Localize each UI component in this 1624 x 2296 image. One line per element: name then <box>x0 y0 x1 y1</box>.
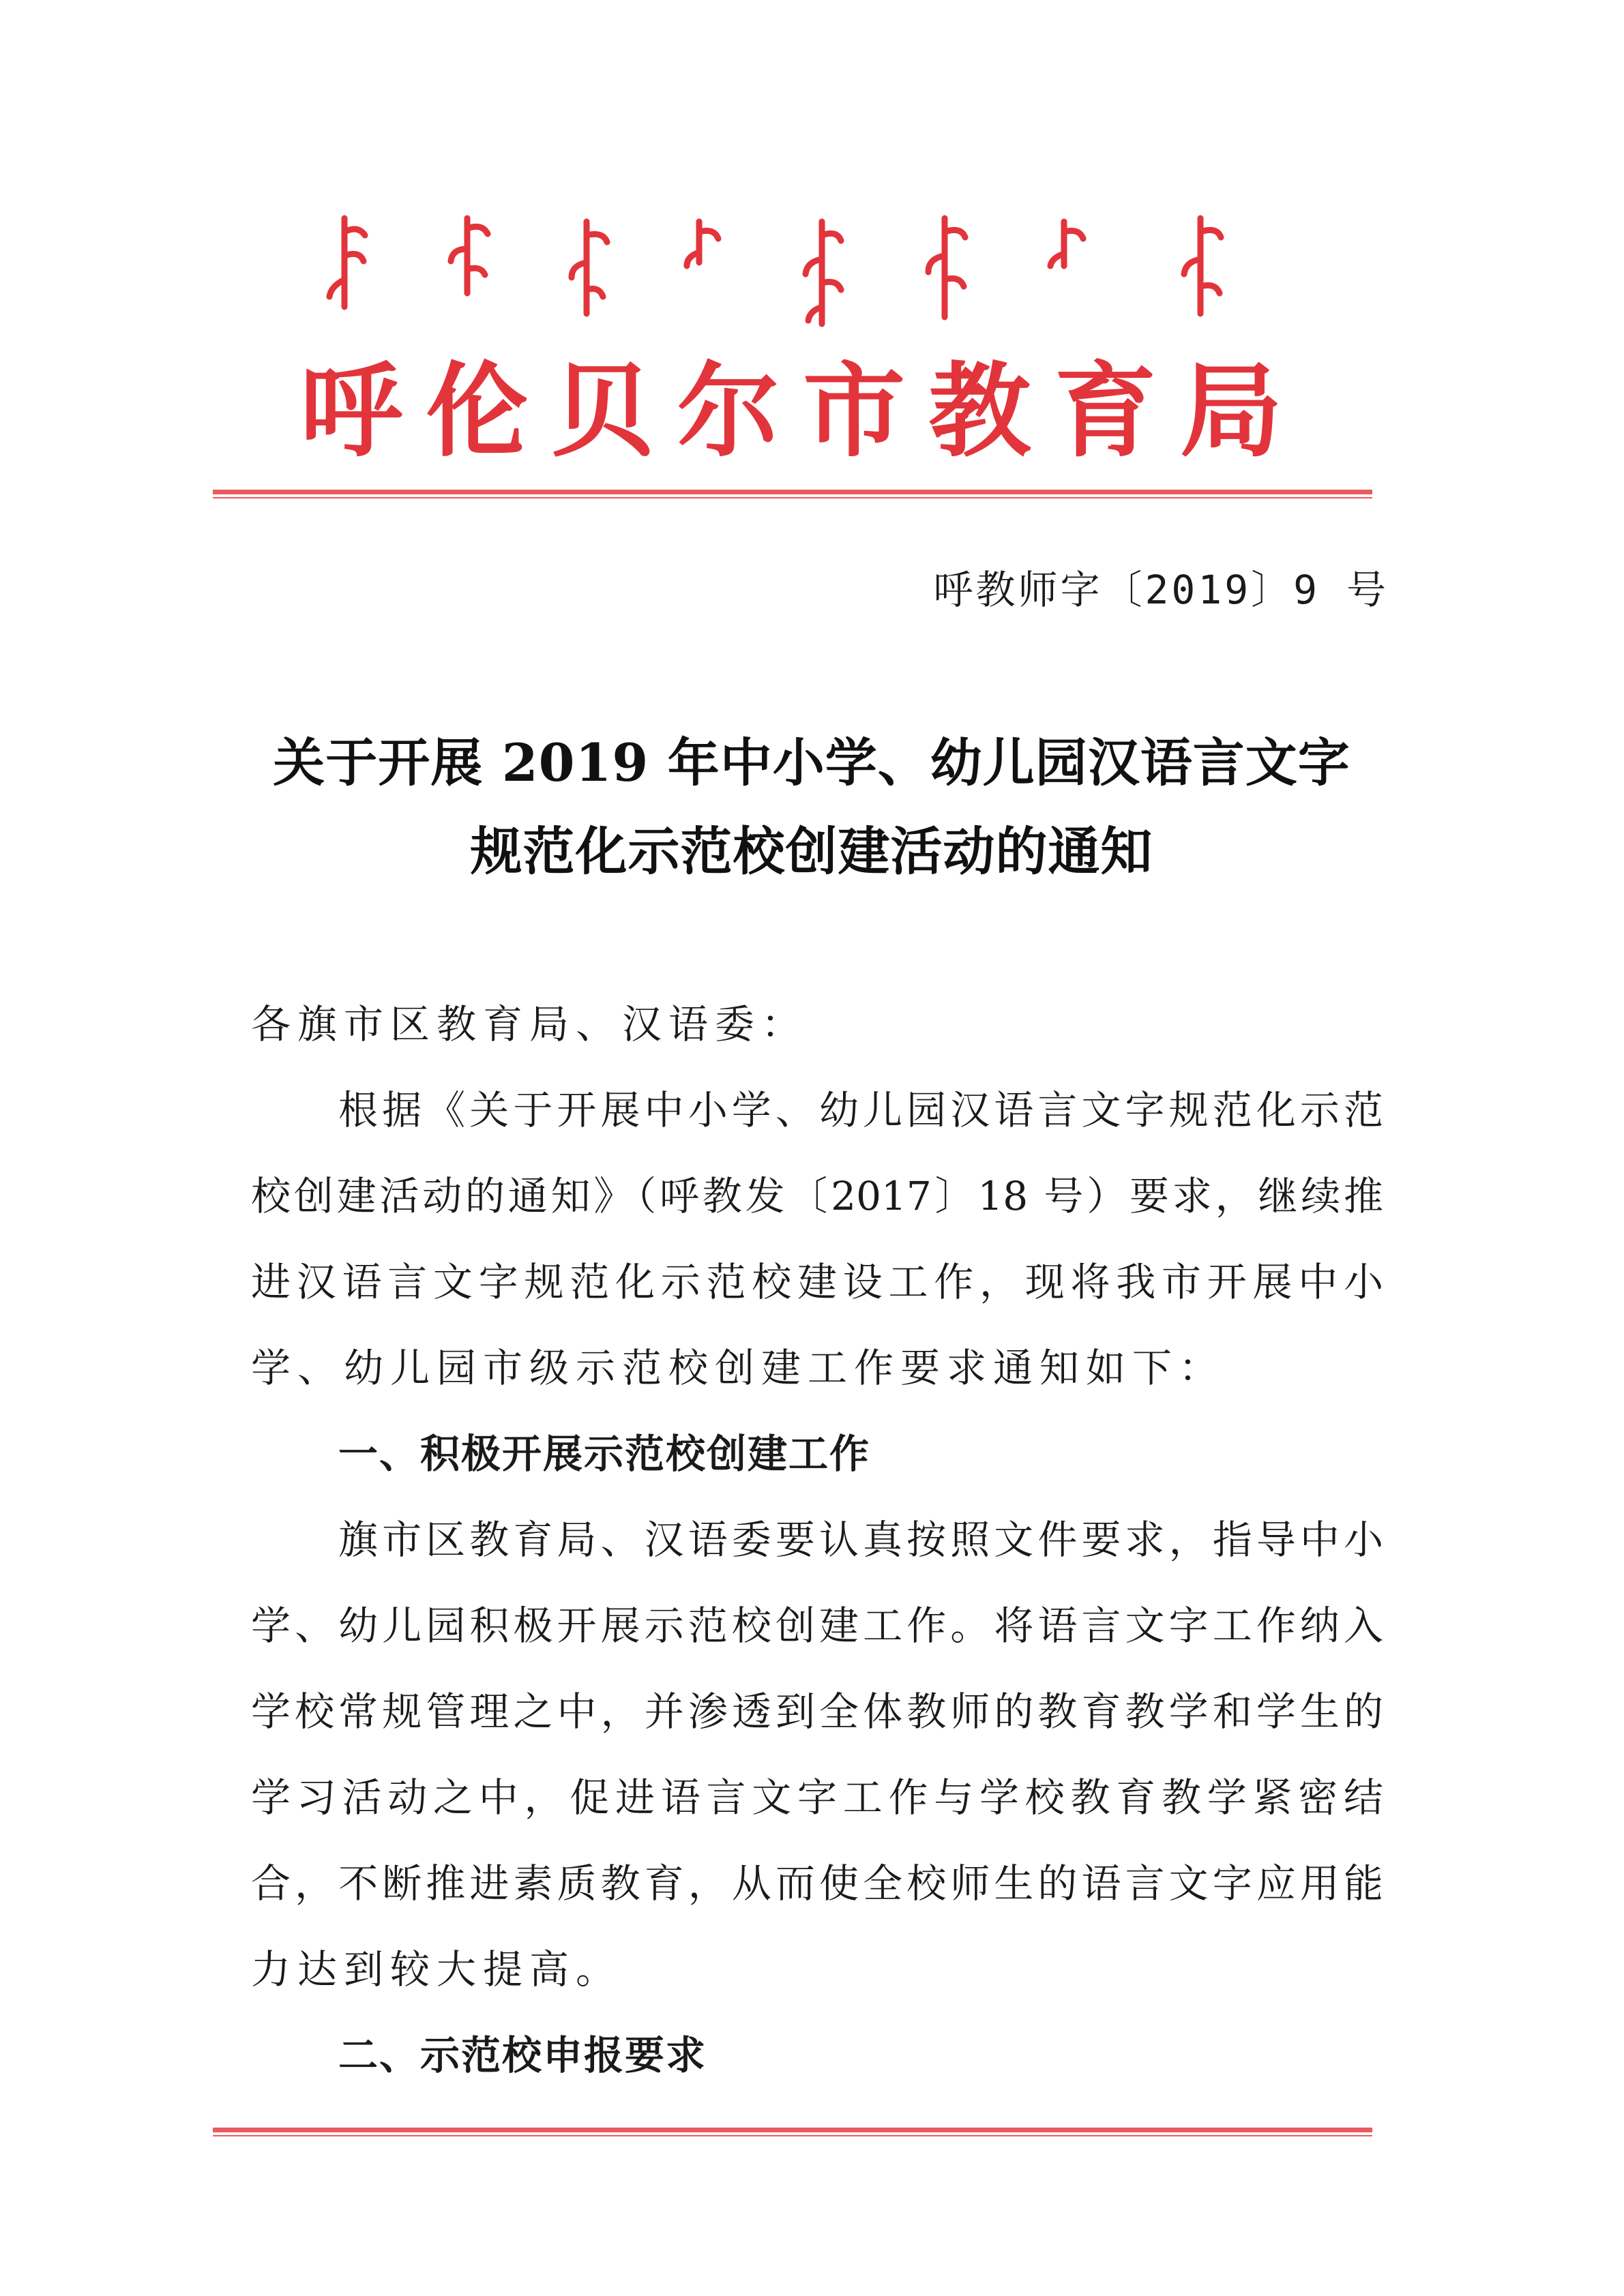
document-title-line-1: 关于开展 2019 年中小学、幼儿园汉语言文字 <box>273 732 1350 793</box>
agency-name-char: 贝 <box>551 351 654 471</box>
footer-divider <box>213 2128 1372 2137</box>
paragraph-line: 校创建活动的通知》（呼教发〔2017〕18 号）要求，继续推 <box>251 1173 1383 1219</box>
letterhead-divider <box>213 490 1372 499</box>
paragraph-line: 合，不断推进素质教育，从而使全校师生的语言文字应用能 <box>251 1860 1383 1907</box>
paragraph-line: 学习活动之中，促进语言文字工作与学校教育教学紧密结 <box>251 1774 1383 1821</box>
section-heading-2: 二、示范校申报要求 <box>338 2032 707 2078</box>
agency-name-char: 局 <box>1179 351 1282 471</box>
agency-name-char: 伦 <box>426 351 529 471</box>
document-title-line-2: 规范化示范校创建活动的通知 <box>470 821 1153 882</box>
paragraph-line: 旗市区教育局、汉语委要认真按照文件要求，指导中小 <box>338 1517 1383 1563</box>
agency-name-char: 市 <box>803 351 906 471</box>
paragraph-line: 学、幼儿园积极开展示范校创建工作。将语言文字工作纳入 <box>251 1602 1383 1649</box>
document-number: 呼教师字〔2019〕9 号 <box>933 567 1389 613</box>
agency-name-char: 教 <box>928 351 1031 471</box>
paragraph-line: 进汉语言文字规范化示范校建设工作，现将我市开展中小 <box>251 1259 1383 1305</box>
agency-name-char: 尔 <box>677 351 780 471</box>
agency-name-char: 呼 <box>300 351 403 471</box>
paragraph-line: 力达到较大提高。 <box>251 1946 623 1993</box>
mongolian-script-header <box>321 205 1296 327</box>
paragraph-line: 学校常规管理之中，并渗透到全体教师的教育教学和学生的 <box>251 1688 1383 1735</box>
agency-name <box>300 341 1282 471</box>
section-heading-1: 一、积极开展示范校创建工作 <box>338 1431 871 1477</box>
mongolian-script-graphic <box>321 205 1296 327</box>
paragraph-line: 根据《关于开展中小学、幼儿园汉语言文字规范化示范 <box>338 1087 1383 1133</box>
agency-name-char: 育 <box>1054 351 1157 471</box>
salutation: 各旗市区教育局、汉语委： <box>251 1001 808 1047</box>
paragraph-line: 学、幼儿园市级示范校创建工作要求通知如下： <box>251 1345 1226 1391</box>
